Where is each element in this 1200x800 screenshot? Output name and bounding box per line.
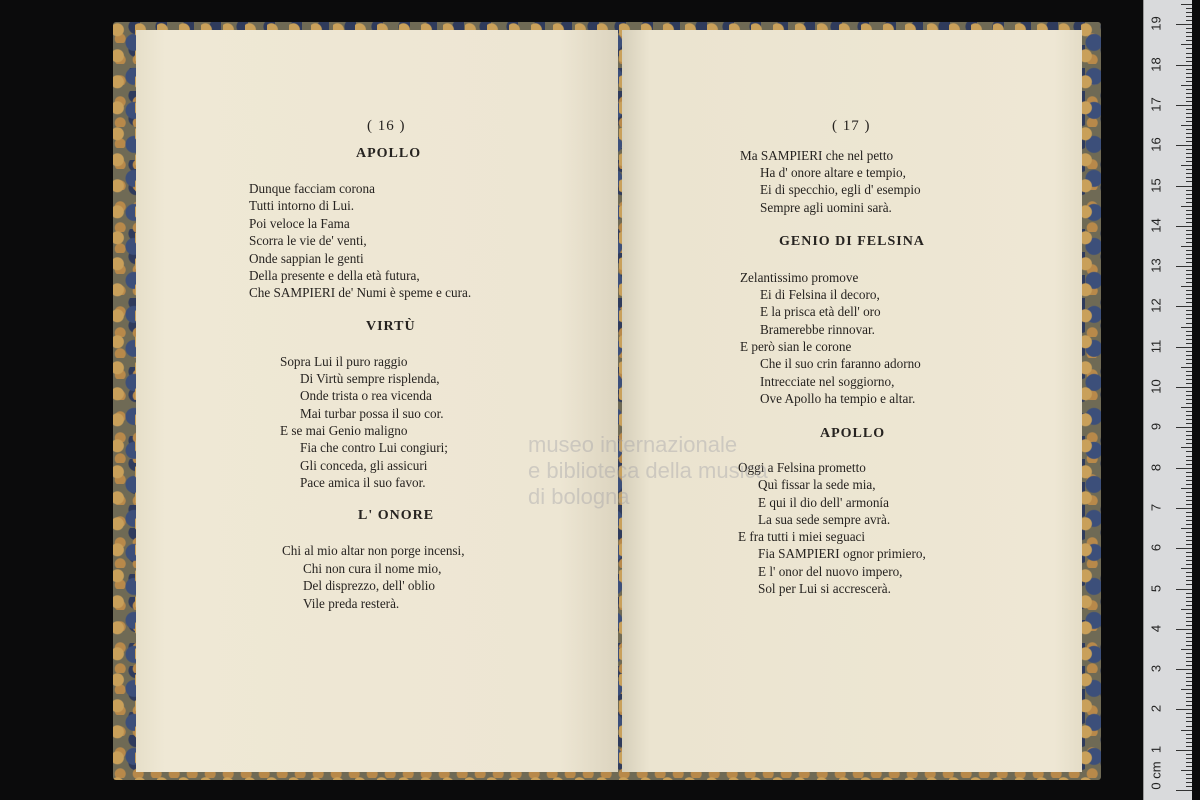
ruler-label: 15: [1148, 177, 1164, 193]
heading-virtu: VIRTÙ: [366, 319, 416, 334]
ruler-tick: [1186, 355, 1192, 356]
ruler-label: 8: [1148, 463, 1164, 471]
ruler-tick: [1186, 262, 1192, 263]
ruler-tick: [1186, 456, 1192, 457]
ruler-tick: [1186, 641, 1192, 642]
ruler-tick: [1186, 415, 1192, 416]
ruler-tick: [1186, 512, 1192, 513]
ruler-tick: [1186, 605, 1192, 606]
ruler-tick: [1186, 298, 1192, 299]
ruler-tick: [1176, 468, 1192, 469]
ruler-tick: [1186, 157, 1192, 158]
ruler-label: 18: [1148, 56, 1164, 72]
ruler-tick: [1181, 488, 1192, 489]
ruler-tick: [1186, 343, 1192, 344]
ruler-tick: [1186, 331, 1192, 332]
ruler-tick: [1186, 524, 1192, 525]
ruler-tick: [1176, 226, 1192, 227]
ruler-tick: [1186, 423, 1192, 424]
verse-line: Di Virtù sempre risplenda,: [300, 371, 440, 386]
verse-line: Tutti intorno di Lui.: [249, 198, 355, 213]
ruler-tick: [1186, 274, 1192, 275]
ruler-tick: [1186, 61, 1192, 62]
ruler-tick: [1186, 93, 1192, 94]
ruler-tick: [1186, 238, 1192, 239]
verse-line: Del disprezzo, dell' oblio: [303, 578, 436, 593]
ruler-label: 9: [1148, 423, 1164, 431]
ruler-tick: [1186, 460, 1192, 461]
ruler-label: 5: [1148, 584, 1164, 592]
ruler-tick: [1186, 28, 1192, 29]
verse-line: E però sian le corone: [740, 339, 852, 354]
ruler-tick: [1186, 129, 1192, 130]
ruler-tick: [1186, 335, 1192, 336]
ruler-tick: [1186, 746, 1192, 747]
ruler-tick: [1186, 69, 1192, 70]
ruler-tick: [1186, 734, 1192, 735]
ruler-tick: [1186, 149, 1192, 150]
measurement-ruler: [1143, 0, 1192, 800]
ruler-tick: [1186, 177, 1192, 178]
ruler-tick: [1181, 246, 1192, 247]
verse-line: E fra tutti i miei seguaci: [738, 529, 866, 544]
ruler-tick: [1186, 766, 1192, 767]
ruler-tick: [1186, 222, 1192, 223]
ruler-label: 7: [1148, 503, 1164, 512]
ruler-tick: [1186, 681, 1192, 682]
verse-line: E se mai Genio maligno: [280, 423, 408, 438]
ruler-tick: [1186, 661, 1192, 662]
ruler-label: 3: [1148, 664, 1164, 673]
ruler-tick: [1186, 89, 1192, 90]
ruler-tick: [1186, 57, 1192, 58]
ruler-tick: [1186, 431, 1192, 432]
ruler-tick: [1186, 97, 1192, 98]
ruler-tick: [1186, 685, 1192, 686]
ruler-tick: [1181, 447, 1192, 448]
ruler-tick: [1186, 101, 1192, 102]
ruler-tick: [1176, 65, 1192, 66]
ruler-tick: [1176, 24, 1192, 25]
verse-line: Zelantissimo promove: [740, 270, 859, 285]
verse-line: Ei di specchio, egli d' esempio: [760, 182, 921, 197]
page-number: ( 16 ): [367, 118, 406, 134]
ruler-tick: [1186, 36, 1192, 37]
ruler-tick: [1186, 113, 1192, 114]
verse-line: Chi non cura il nome mio,: [303, 561, 442, 576]
ruler-label: 1: [1148, 745, 1164, 753]
ruler-tick: [1186, 516, 1192, 517]
ruler-tick: [1186, 214, 1192, 215]
ruler-tick: [1186, 645, 1192, 646]
ruler-tick: [1186, 621, 1192, 622]
verse-line: Ei di Felsina il decoro,: [760, 287, 880, 302]
verse-line: Sopra Lui il puro raggio: [280, 354, 408, 369]
ruler-tick: [1186, 40, 1192, 41]
ruler-tick: [1186, 580, 1192, 581]
ruler-tick: [1176, 266, 1192, 267]
ruler-tick: [1186, 443, 1192, 444]
verse-line: E la prisca età dell' oro: [760, 304, 881, 319]
ruler-tick: [1186, 472, 1192, 473]
ruler-tick: [1186, 371, 1192, 372]
ruler-tick: [1186, 435, 1192, 436]
ruler-tick: [1186, 552, 1192, 553]
ruler-tick: [1186, 278, 1192, 279]
verse-line: Scorra le vie de' venti,: [249, 233, 367, 248]
verse-line: Fia SAMPIERI ognor primiero,: [758, 546, 926, 561]
ruler-tick: [1186, 234, 1192, 235]
ruler-tick: [1186, 520, 1192, 521]
ruler-tick: [1186, 697, 1192, 698]
ruler-tick: [1186, 625, 1192, 626]
ruler-label: 16: [1148, 137, 1164, 152]
ruler-tick: [1176, 306, 1192, 307]
ruler-tick: [1186, 20, 1192, 21]
left-page: [136, 30, 618, 772]
verse-line: Che SAMPIERI de' Numi è speme e cura.: [249, 285, 472, 300]
ruler-tick: [1186, 242, 1192, 243]
verse-line: Vile preda resterà.: [303, 596, 400, 611]
ruler-tick: [1186, 351, 1192, 352]
ruler-tick: [1186, 109, 1192, 110]
ruler-tick: [1186, 677, 1192, 678]
verse-line: Poi veloce la Fama: [249, 216, 350, 231]
ruler-tick: [1186, 774, 1192, 775]
ruler-label: 12: [1148, 298, 1164, 314]
ruler-tick: [1186, 532, 1192, 533]
ruler-tick: [1181, 125, 1192, 126]
ruler-tick: [1176, 669, 1192, 670]
ruler-tick: [1186, 564, 1192, 565]
ruler-tick: [1181, 730, 1192, 731]
ruler-label: 17: [1148, 97, 1164, 112]
ruler-tick: [1186, 173, 1192, 174]
ruler-tick: [1186, 540, 1192, 541]
ruler-tick: [1186, 117, 1192, 118]
ruler-tick: [1186, 576, 1192, 577]
ruler-tick: [1186, 572, 1192, 573]
ruler-tick: [1186, 181, 1192, 182]
ruler-tick: [1186, 601, 1192, 602]
ruler-tick: [1186, 419, 1192, 420]
ruler-tick: [1176, 750, 1192, 751]
ruler-tick: [1186, 290, 1192, 291]
ruler-tick: [1186, 726, 1192, 727]
ruler-tick: [1186, 464, 1192, 465]
verse-line: Sempre agli uomini sarà.: [760, 200, 892, 215]
ruler-tick: [1186, 758, 1192, 759]
ruler-tick: [1186, 665, 1192, 666]
ruler-tick: [1186, 536, 1192, 537]
ruler-tick: [1176, 709, 1192, 710]
ruler-tick: [1186, 270, 1192, 271]
ruler-tick: [1186, 593, 1192, 594]
museum-watermark: [528, 432, 768, 510]
verse-line: E qui il dio dell' armonía: [758, 495, 889, 510]
ruler-tick: [1186, 218, 1192, 219]
ruler-tick: [1186, 782, 1192, 783]
ruler-tick: [1186, 363, 1192, 364]
ruler-tick: [1186, 754, 1192, 755]
ruler-label: 4: [1148, 624, 1164, 632]
ruler-tick: [1186, 544, 1192, 545]
heading-genio-di-felsina: GENIO DI FELSINA: [779, 234, 925, 249]
ruler-tick: [1186, 395, 1192, 396]
page-number: ( 17 ): [832, 118, 871, 134]
ruler-tick: [1186, 169, 1192, 170]
ruler-tick: [1176, 508, 1192, 509]
ruler-tick: [1181, 689, 1192, 690]
ruler-tick: [1186, 282, 1192, 283]
ruler-tick: [1186, 762, 1192, 763]
verse-line: Ove Apollo ha tempio e altar.: [760, 391, 916, 406]
ruler-tick: [1186, 141, 1192, 142]
ruler-tick: [1186, 657, 1192, 658]
ruler-tick: [1186, 302, 1192, 303]
ruler-tick: [1186, 153, 1192, 154]
ruler-label: 14: [1148, 218, 1164, 233]
ruler-label: 2: [1148, 705, 1164, 713]
ruler-tick: [1186, 161, 1192, 162]
verse-line: Dunque facciam corona: [249, 181, 375, 196]
ruler-tick: [1186, 12, 1192, 13]
ruler-label: 11: [1148, 339, 1164, 353]
ruler-tick: [1176, 105, 1192, 106]
verse-line: Intrecciate nel soggiorno,: [760, 374, 895, 389]
ruler-tick: [1186, 701, 1192, 702]
ruler-tick: [1186, 496, 1192, 497]
ruler-tick: [1186, 500, 1192, 501]
ruler-label: 6: [1148, 544, 1164, 552]
ruler-tick: [1186, 717, 1192, 718]
ruler-tick: [1186, 560, 1192, 561]
ruler-tick: [1186, 53, 1192, 54]
ruler-tick: [1186, 210, 1192, 211]
ruler-tick: [1176, 548, 1192, 549]
heading-apollo: APOLLO: [356, 146, 422, 161]
ruler-tick: [1176, 387, 1192, 388]
ruler-tick: [1186, 323, 1192, 324]
right-page: [622, 30, 1082, 772]
ruler-tick: [1186, 250, 1192, 251]
ruler-tick: [1186, 617, 1192, 618]
ruler-tick: [1186, 379, 1192, 380]
ruler-tick: [1186, 137, 1192, 138]
ruler-tick: [1186, 202, 1192, 203]
verse-line: Chi al mio altar non porge incensi,: [282, 543, 465, 558]
verse-line: Sol per Lui si accrescerà.: [758, 581, 891, 596]
ruler-tick: [1176, 186, 1192, 187]
ruler-tick: [1186, 230, 1192, 231]
ruler-tick: [1176, 347, 1192, 348]
ruler-tick: [1186, 504, 1192, 505]
ruler-tick: [1186, 254, 1192, 255]
ruler-tick: [1186, 439, 1192, 440]
ruler-tick: [1186, 451, 1192, 452]
ruler-tick: [1186, 383, 1192, 384]
ruler-label: 0 cm: [1148, 761, 1164, 790]
ruler-tick: [1186, 258, 1192, 259]
ruler-tick: [1186, 133, 1192, 134]
ruler-tick: [1186, 16, 1192, 17]
watermark-line: di bologna: [528, 484, 630, 509]
ruler-tick: [1186, 584, 1192, 585]
ruler-tick: [1186, 198, 1192, 199]
ruler-tick: [1186, 375, 1192, 376]
ruler-tick: [1181, 206, 1192, 207]
verse-line: Ha d' onore altare e tempio,: [760, 165, 906, 180]
ruler-tick: [1176, 629, 1192, 630]
ruler-tick: [1186, 693, 1192, 694]
ruler-tick: [1186, 633, 1192, 634]
ruler-tick: [1186, 339, 1192, 340]
verse-line: Mai turbar possa il suo cor.: [300, 406, 444, 421]
ruler-tick: [1186, 32, 1192, 33]
ruler-tick: [1186, 359, 1192, 360]
ruler-label: 19: [1148, 16, 1164, 32]
ruler-tick: [1186, 492, 1192, 493]
verse-line: Fia che contro Lui congiuri;: [300, 440, 448, 455]
heading-onore: L' ONORE: [358, 508, 435, 523]
verse-line: E l' onor del nuovo impero,: [758, 564, 903, 579]
verse-line: La sua sede sempre avrà.: [758, 512, 891, 527]
ruler-tick: [1181, 649, 1192, 650]
ruler-tick: [1186, 121, 1192, 122]
ruler-tick: [1186, 190, 1192, 191]
heading-apollo: APOLLO: [820, 426, 886, 441]
ruler-tick: [1186, 318, 1192, 319]
ruler-tick: [1176, 790, 1192, 791]
verse-line: Che il suo crin faranno adorno: [760, 356, 921, 371]
verse-line: Quì fissar la sede mia,: [758, 477, 876, 492]
ruler-tick: [1181, 367, 1192, 368]
ruler-tick: [1186, 480, 1192, 481]
ruler-tick: [1181, 609, 1192, 610]
verse-line: Gli conceda, gli assicuri: [300, 458, 428, 473]
verse-line: Onde sappian le genti: [249, 251, 364, 266]
ruler-tick: [1186, 713, 1192, 714]
ruler-tick: [1186, 294, 1192, 295]
ruler-tick: [1176, 145, 1192, 146]
ruler-tick: [1186, 721, 1192, 722]
ruler-tick: [1181, 44, 1192, 45]
watermark-line: e biblioteca della musica: [528, 458, 768, 483]
ruler-tick: [1186, 705, 1192, 706]
ruler-tick: [1186, 786, 1192, 787]
ruler-tick: [1186, 73, 1192, 74]
ruler-tick: [1186, 778, 1192, 779]
ruler-tick: [1181, 528, 1192, 529]
ruler-tick: [1186, 314, 1192, 315]
watermark-line: museo internazionale: [528, 432, 738, 457]
ruler-tick: [1186, 8, 1192, 9]
ruler-tick: [1181, 327, 1192, 328]
ruler-tick: [1186, 411, 1192, 412]
ruler-tick: [1186, 597, 1192, 598]
ruler-tick: [1186, 399, 1192, 400]
ruler-tick: [1186, 637, 1192, 638]
ruler-label: 13: [1148, 258, 1164, 273]
ruler-tick: [1186, 48, 1192, 49]
ruler-tick: [1176, 427, 1192, 428]
ruler-tick: [1186, 613, 1192, 614]
ruler-tick: [1186, 673, 1192, 674]
ruler-tick: [1181, 4, 1192, 5]
verse-line: Onde trista o rea vicenda: [300, 388, 432, 403]
ruler-tick: [1186, 742, 1192, 743]
ruler-tick: [1181, 407, 1192, 408]
ruler-tick: [1186, 391, 1192, 392]
verse-line: Pace amica il suo favor.: [300, 475, 426, 490]
ruler-tick: [1186, 738, 1192, 739]
verse-line: Ma SAMPIERI che nel petto: [740, 148, 894, 163]
ruler-label: 10: [1148, 379, 1164, 394]
ruler-tick: [1186, 81, 1192, 82]
ruler-tick: [1186, 310, 1192, 311]
ruler-tick: [1186, 403, 1192, 404]
ruler-tick: [1186, 77, 1192, 78]
verse-line: Della presente e della età futura,: [249, 268, 420, 283]
ruler-tick: [1186, 194, 1192, 195]
ruler-tick: [1186, 653, 1192, 654]
verse-line: Oggi a Felsina prometto: [738, 460, 866, 475]
ruler-tick: [1181, 770, 1192, 771]
ruler-tick: [1186, 484, 1192, 485]
ruler-tick: [1181, 286, 1192, 287]
verse-line: Bramerebbe rinnovar.: [760, 322, 875, 337]
ruler-tick: [1181, 165, 1192, 166]
ruler-tick: [1186, 556, 1192, 557]
ruler-tick: [1176, 589, 1192, 590]
ruler-tick: [1181, 85, 1192, 86]
ruler-tick: [1181, 568, 1192, 569]
ruler-tick: [1186, 476, 1192, 477]
